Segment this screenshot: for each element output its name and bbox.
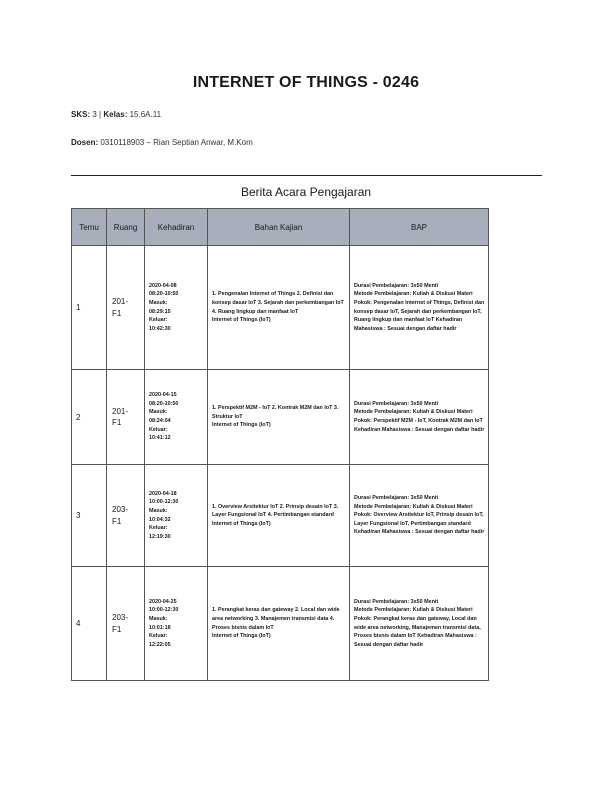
column-header-temu: Temu — [72, 209, 107, 246]
bap-cell — [350, 370, 489, 465]
kehadiran-text: 2020-04-15 08:20-10:50 Masuk: 08:24:04 Keluar: 10:41:12 — [149, 392, 179, 442]
ruang-text: 201- F1 — [112, 406, 129, 427]
bahan-kajian-cell — [208, 246, 350, 370]
sks-value: 3 — [92, 110, 97, 119]
teaching-log-table — [71, 208, 489, 681]
divider — [71, 175, 542, 176]
ruang-cell — [107, 567, 145, 681]
sks-label: SKS: — [71, 110, 91, 119]
ruang-text: 203- F1 — [112, 613, 129, 634]
temu-cell: 3 — [72, 465, 107, 567]
bahan-kajian-cell — [208, 465, 350, 567]
kehadiran-text: 2020-04-25 10:00-12:30 Masuk: 10:01:18 Keluar: 12:22:05 — [149, 598, 179, 648]
bap-cell — [350, 567, 489, 681]
column-header-bahan-kajian: Bahan Kajian — [208, 209, 350, 246]
kelas-value: 15.6A.11 — [129, 110, 162, 119]
bahan-kajian-text: 1. Perspektif M2M - IoT 2. Kontrak M2M dan IoT 3. Struktur IoT Internet of Things (IoT) — [212, 405, 339, 429]
temu-cell: 4 — [72, 567, 107, 681]
bap-cell — [350, 465, 489, 567]
bap-text: Durasi Pembelajaran: 3x50 Menit Metode Pembelajaran: Kuliah & Diskusi Materi Pokok: Perangkat keras dan gateway, Local dan wide area networking, Manajemen transmisi data, Proses bisnis dalam IoT Kehadiran Mahasiswa : Sesuai dengan daftar hadir — [354, 598, 481, 648]
temu-cell: 1 — [72, 246, 107, 370]
kehadiran-cell — [145, 370, 208, 465]
kehadiran-text: 2020-04-08 08:20-10:50 Masuk: 08:29:15 Keluar: 10:42:30 — [149, 282, 179, 332]
kelas-label: Kelas: — [103, 110, 128, 119]
kehadiran-cell — [145, 246, 208, 370]
ruang-text: 203- F1 — [112, 505, 129, 526]
kehadiran-cell — [145, 465, 208, 567]
meta-separator: | — [99, 110, 102, 119]
dosen-label: Dosen: — [71, 138, 99, 147]
temu-cell: 2 — [72, 370, 107, 465]
bap-text: Durasi Pembelajaran: 3x50 Menit Metode Pembelajaran: Kuliah & Diskusi Materi Pokok: Pengenalan Internet of Things, Definisi dan konsep dasar IoT, Sejarah dan perkembangan IoT, Ruang lingkup dan manfaat IoT Kehadiran Mahasiswa : Sesuai dengan daftar hadir — [354, 282, 485, 332]
course-meta — [71, 110, 161, 119]
ruang-cell — [107, 370, 145, 465]
lecturer-meta — [71, 138, 253, 147]
bap-text: Durasi Pembelajaran: 3x50 Menit Metode Pembelajaran: Kuliah & Diskusi Materi Pokok: Perspektif M2M - IoT, Kontrak M2M dan IoT Kehadiran Mahasiswa : Sesuai dengan daftar hadir — [354, 400, 485, 433]
section-title: Berita Acara Pengajaran — [240, 185, 372, 199]
column-header-bap: BAP — [350, 209, 489, 246]
bahan-kajian-cell — [208, 567, 350, 681]
kehadiran-text: 2020-04-18 10:00-12:30 Masuk: 10:04:32 Keluar: 12:19:30 — [149, 490, 179, 540]
column-header-kehadiran: Kehadiran — [145, 209, 208, 246]
bap-cell — [350, 246, 489, 370]
table-row — [72, 370, 489, 465]
dosen-value: 0310118903 – Rian Septian Anwar, M.Kom — [100, 138, 253, 147]
ruang-cell — [107, 246, 145, 370]
bahan-kajian-text: 1. Pengenalan Internet of Things 2. Definisi dan konsep dasar IoT 3. Sejarah dan perkembangan IoT 4. Ruang lingkup dan manfaat IoT Internet of Things (IoT) — [212, 291, 344, 324]
bahan-kajian-text: 1. Perangkat keras dan gateway 2. Local dan wide area networking 3. Manajemen transmisi data 4. Proses bisnis dalam IoT Internet of Things (IoT) — [212, 607, 340, 640]
bahan-kajian-text: 1. Overview Arsitektur IoT 2. Prinsip desain IoT 3. Layer Fungsional IoT 4. Pertimbangan standard Internet of Things (IoT) — [212, 503, 339, 527]
bahan-kajian-cell — [208, 370, 350, 465]
table-row — [72, 465, 489, 567]
ruang-cell — [107, 465, 145, 567]
page-title: INTERNET OF THINGS - 0246 — [192, 74, 420, 91]
bap-text: Durasi Pembelajaran: 3x50 Menit Metode Pembelajaran: Kuliah & Diskusi Materi Pokok: Overview Arsitektur IoT, Prinsip desain IoT, Layer Fungsional IoT, Pertimbangan standard Kehadiran Mahasiswa : Sesuai dengan daftar hadir — [354, 494, 485, 536]
table-row — [72, 246, 489, 370]
table-row — [72, 567, 489, 681]
column-header-ruang: Ruang — [107, 209, 145, 246]
kehadiran-cell — [145, 567, 208, 681]
ruang-text: 201- F1 — [112, 297, 129, 318]
table-header-row — [72, 209, 489, 246]
